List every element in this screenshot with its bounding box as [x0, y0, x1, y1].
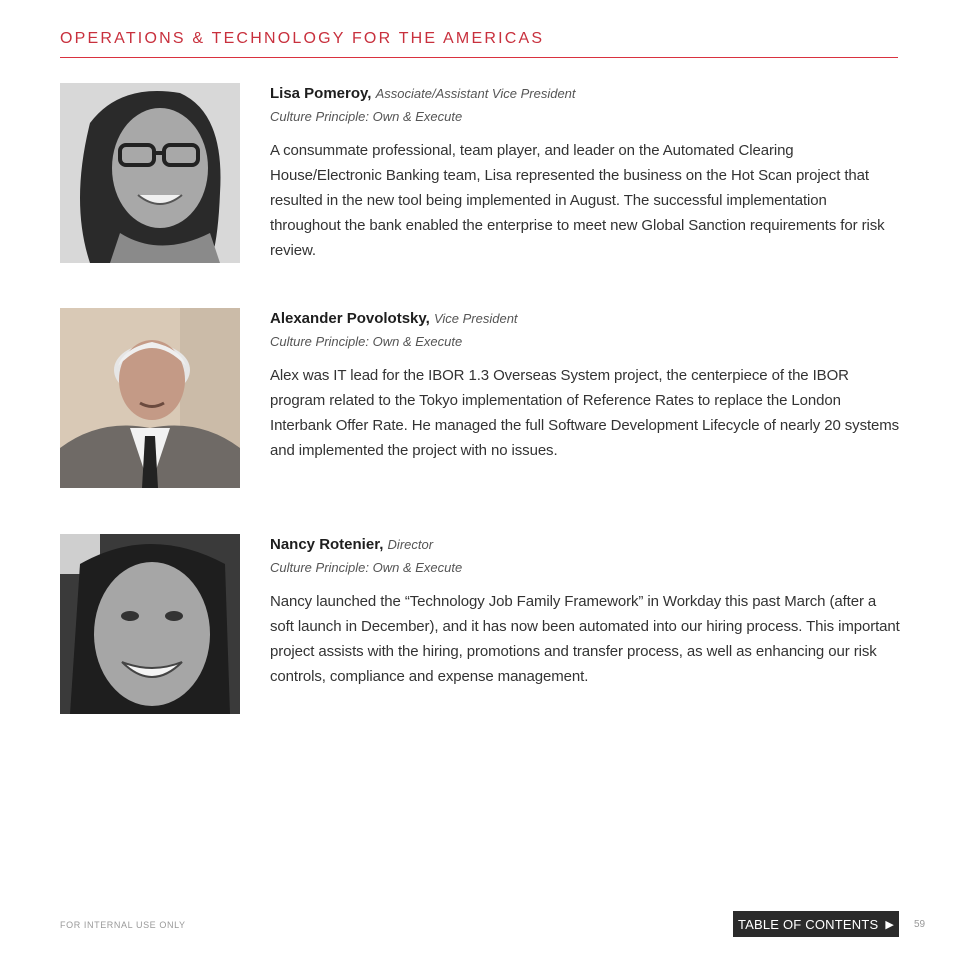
section-header	[60, 30, 898, 58]
portrait-image	[60, 308, 240, 488]
profile-bio: Nancy launched the “Technology Job Family Framework” in Workday this past March (after a soft launch in December), and it has now been automated into our hiring process. This important project assists with the hiring, promotions and transfer process, as well as enhancing our risk controls, compliance and expense management.	[270, 593, 900, 685]
profile-bio: A consummate professional, team player, and leader on the Automated Clearing House/Electronic Banking team, Lisa represented the business on the Hot Scan project that resulted in the new tool being implemented in August. The successful implementation throughout the bank enabled the enterprise to meet new Global Sanction requirements for risk review.	[270, 142, 885, 259]
profile-role: Director	[387, 537, 434, 552]
culture-principle: Culture Principle: Own & Execute	[270, 560, 463, 575]
profile-card	[60, 308, 900, 490]
profile-name: Nancy Rotenier,	[270, 536, 384, 553]
profile-photo	[60, 308, 240, 488]
play-arrow-icon: ▶	[885, 918, 895, 931]
profile-photo	[60, 534, 240, 714]
toc-label: TABLE OF CONTENTS	[737, 916, 879, 932]
portrait-image	[60, 534, 240, 714]
profile-role: Associate/Assistant Vice President	[375, 86, 576, 101]
profile-name: Alexander Povolotsky,	[270, 310, 430, 327]
internal-use-note: FOR INTERNAL USE ONLY	[60, 920, 186, 930]
profile-bio: Alex was IT lead for the IBOR 1.3 Overseas System project, the centerpiece of the IBOR program related to the Tokyo implementation of Reference Rates to replace the London Interbank Offer Rate. He managed the full Software Development Lifecycle of nearly 20 systems and implemented the project with no issues.	[270, 367, 900, 459]
table-of-contents-button[interactable]	[733, 911, 899, 937]
culture-principle: Culture Principle: Own & Execute	[270, 109, 463, 124]
culture-principle: Culture Principle: Own & Execute	[270, 334, 463, 349]
profile-photo	[60, 83, 240, 263]
section-title: OPERATIONS & TECHNOLOGY FOR THE AMERICAS	[60, 30, 545, 47]
portrait-image	[60, 83, 240, 263]
profile-role: Vice President	[433, 311, 518, 326]
page-number: 59	[914, 919, 926, 930]
profile-card	[60, 83, 900, 265]
profile-name: Lisa Pomeroy,	[270, 85, 372, 102]
profile-card	[60, 534, 900, 716]
